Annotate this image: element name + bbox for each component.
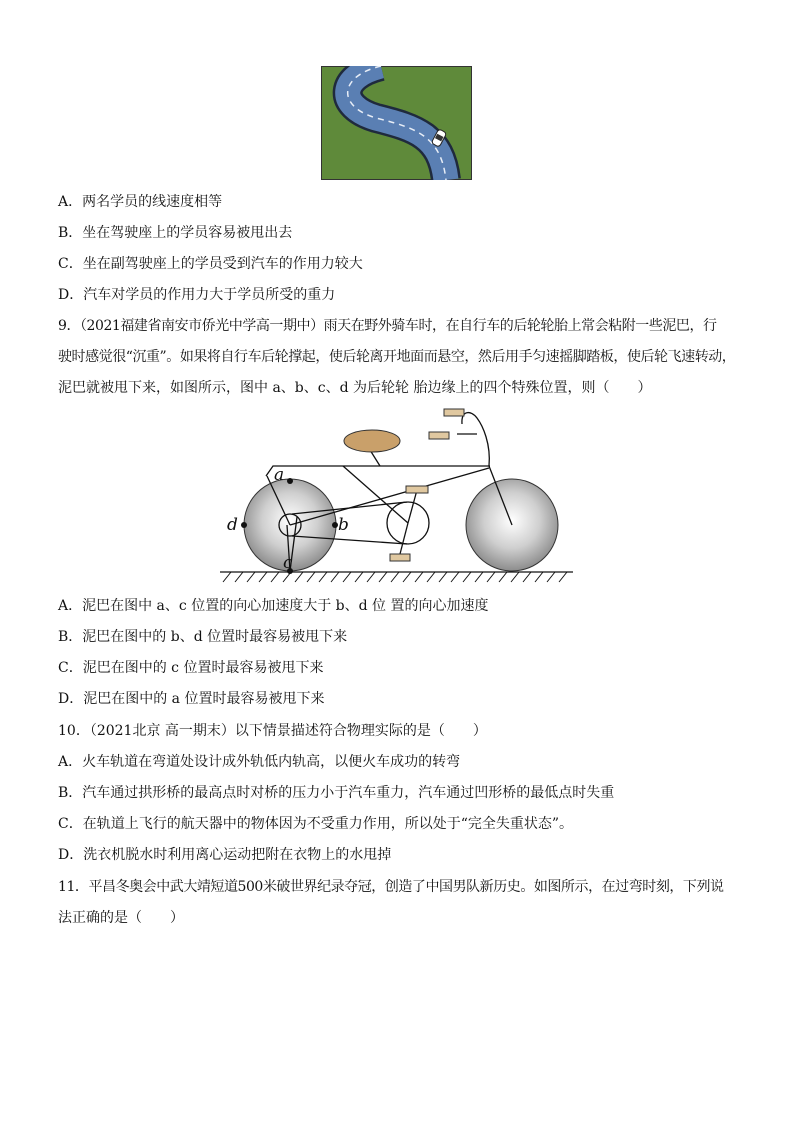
q8-option-d: D．汽车对学员的作用力大于学员所受的重力 [58,287,336,303]
label-b: b [338,515,349,535]
q11-stem-line2: 法正确的是（ ） [58,910,184,926]
label-c: c [283,553,293,573]
point-d [241,522,247,528]
q9-option-a: A．泥巴在图中 a、c 位置的向心加速度大于 b、d 位 置的向心加速度 [58,598,489,614]
q11-stem-line1: 11．平昌冬奥会中武大靖短道500米破世界纪录夺冠，创造了中国男队新历史。如图所示，在过弯时刻，下列说 [58,879,724,895]
q9-option-c: C．泥巴在图中的 c 位置时最容易被甩下来 [58,660,324,676]
ground [220,572,573,582]
q8-option-a: A．两名学员的线速度相等 [58,194,223,210]
handle-grip [429,432,449,439]
handle-grip [444,409,464,416]
q10-option-a: A．火车轨道在弯道处设计成外轨低内轨高，以便火车成功的转弯 [58,754,461,770]
point-a [287,478,293,484]
bicycle-figure [215,404,580,589]
q9-stem-line3: 泥巴就被甩下来，如图所示，图中 a、b、c、d 为后轮轮 胎边缘上的四个特殊位置，则（ ） [58,380,652,396]
q9-stem-line2: 驶时感觉很“沉重”。如果将自行车后轮撑起，使后轮离开地面而悬空，然后用手匀速摇脚踏板，使后轮飞速转动， [58,349,736,365]
label-d: d [227,515,238,535]
road-car-figure [321,66,472,180]
q10-option-c: C．在轨道上飞行的航天器中的物体因为不受重力作用，所以处于“完全失重状态”。 [58,816,574,832]
q8-option-b: B．坐在驾驶座上的学员容易被甩出去 [58,225,293,241]
q10-option-b: B．汽车通过拱形桥的最高点时对桥的压力小于汽车重力，汽车通过凹形桥的最低点时失重 [58,785,615,801]
saddle [344,430,400,452]
q10-stem: 10．（2021北京 高一期末）以下情景描述符合物理实际的是（ ） [58,723,487,739]
pedal [390,554,410,561]
q8-option-c: C．坐在副驾驶座上的学员受到汽车的作用力较大 [58,256,363,272]
q9-option-d: D．泥巴在图中的 a 位置时最容易被甩下来 [58,691,325,707]
q9-option-b: B．泥巴在图中的 b、d 位置时最容易被甩下来 [58,629,348,645]
q10-option-d: D．洗衣机脱水时利用离心运动把附在衣物上的水甩掉 [58,847,392,863]
label-a: a [274,465,285,485]
q9-stem-line1: 9．（2021福建省南安市侨光中学高一期中）雨天在野外骑车时，在自行车的后轮轮胎上常会粘附一些泥巴，行 [58,318,717,334]
pedal [406,486,428,493]
